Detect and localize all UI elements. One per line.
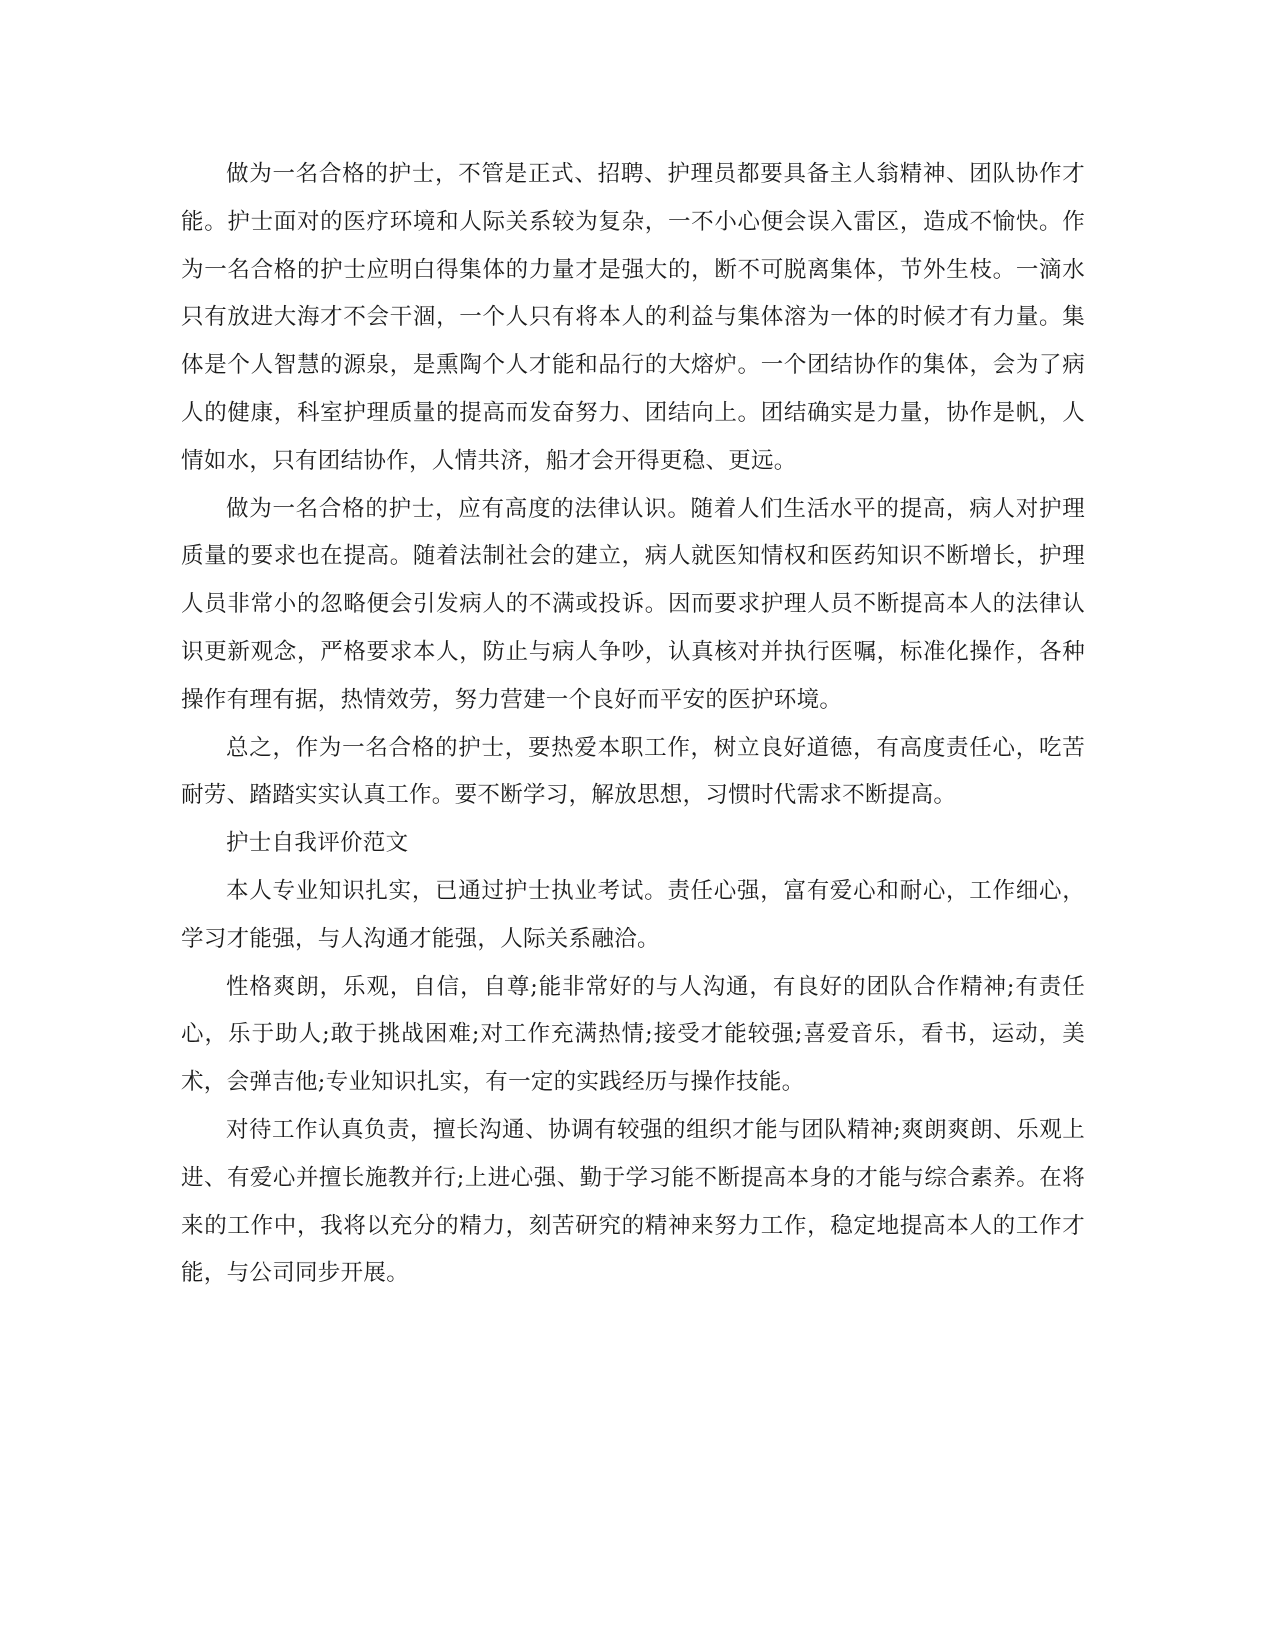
paragraph-self-evaluation-3: 对待工作认真负责，擅长沟通、协调有较强的组织才能与团队精神;爽朗爽朗、乐观上进、有爱心并擅长施教并行;上进心强、勤于学习能不断提高本身的才能与综合素养。在将来的工作中，我将以充分的精力，刻苦研究的精神来努力工作，稳定地提高本人的工作才能，与公司同步开展。 (181, 1116, 1085, 1287)
paragraph-teamwork: 做为一名合格的护士，不管是正式、招聘、护理员都要具备主人翁精神、团队协作才能。护士面对的医疗环境和人际关系较为复杂，一不小心便会误入雷区，造成不愉快。作为一名合格的护士应明白得集体的力量才是强大的，断不可脱离集体，节外生枝。一滴水只有放进大海才不会干涸，一个人只有将本人的利益与集体溶为一体的时候才有力量。集体是个人智慧的源泉，是熏陶个人才能和品行的大熔炉。一个团结协作的集体，会为了病人的健康，科室护理质量的提高而发奋努力、团结向上。团结确实是力量，协作是帆，人情如水，只有团结协作，人情共济，船才会开得更稳、更远。 (181, 161, 1085, 474)
paragraph-self-evaluation-2: 性格爽朗，乐观，自信，自尊;能非常好的与人沟通，有良好的团队合作精神;有责任心，乐于助人;敢于挑战困难;对工作充满热情;接受才能较强;喜爱音乐，看书，运动，美术，会弹吉他;专业知识扎实，有一定的实践经历与操作技能。 (181, 973, 1085, 1096)
section-heading: 护士自我评价范文 (226, 830, 409, 857)
paragraph-self-evaluation-1: 本人专业知识扎实，已通过护士执业考试。责任心强，富有爱心和耐心，工作细心，学习才能强，与人沟通才能强，人际关系融洽。 (181, 877, 1085, 952)
paragraph-summary: 总之，作为一名合格的护士，要热爱本职工作，树立良好道德，有高度责任心，吃苦耐劳、踏踏实实认真工作。要不断学习，解放思想，习惯时代需求不断提高。 (181, 734, 1085, 809)
document-body (181, 151, 1085, 1298)
paragraph-legal-awareness: 做为一名合格的护士，应有高度的法律认识。随着人们生活水平的提高，病人对护理质量的要求也在提高。随着法制社会的建立，病人就医知情权和医药知识不断增长，护理人员非常小的忽略便会引发病人的不满或投诉。因而要求护理人员不断提高本人的法律认识更新观念，严格要求本人，防止与病人争吵，认真核对并执行医嘱，标准化操作，各种操作有理有据，热情效劳，努力营建一个良好而平安的医护环境。 (181, 495, 1085, 713)
